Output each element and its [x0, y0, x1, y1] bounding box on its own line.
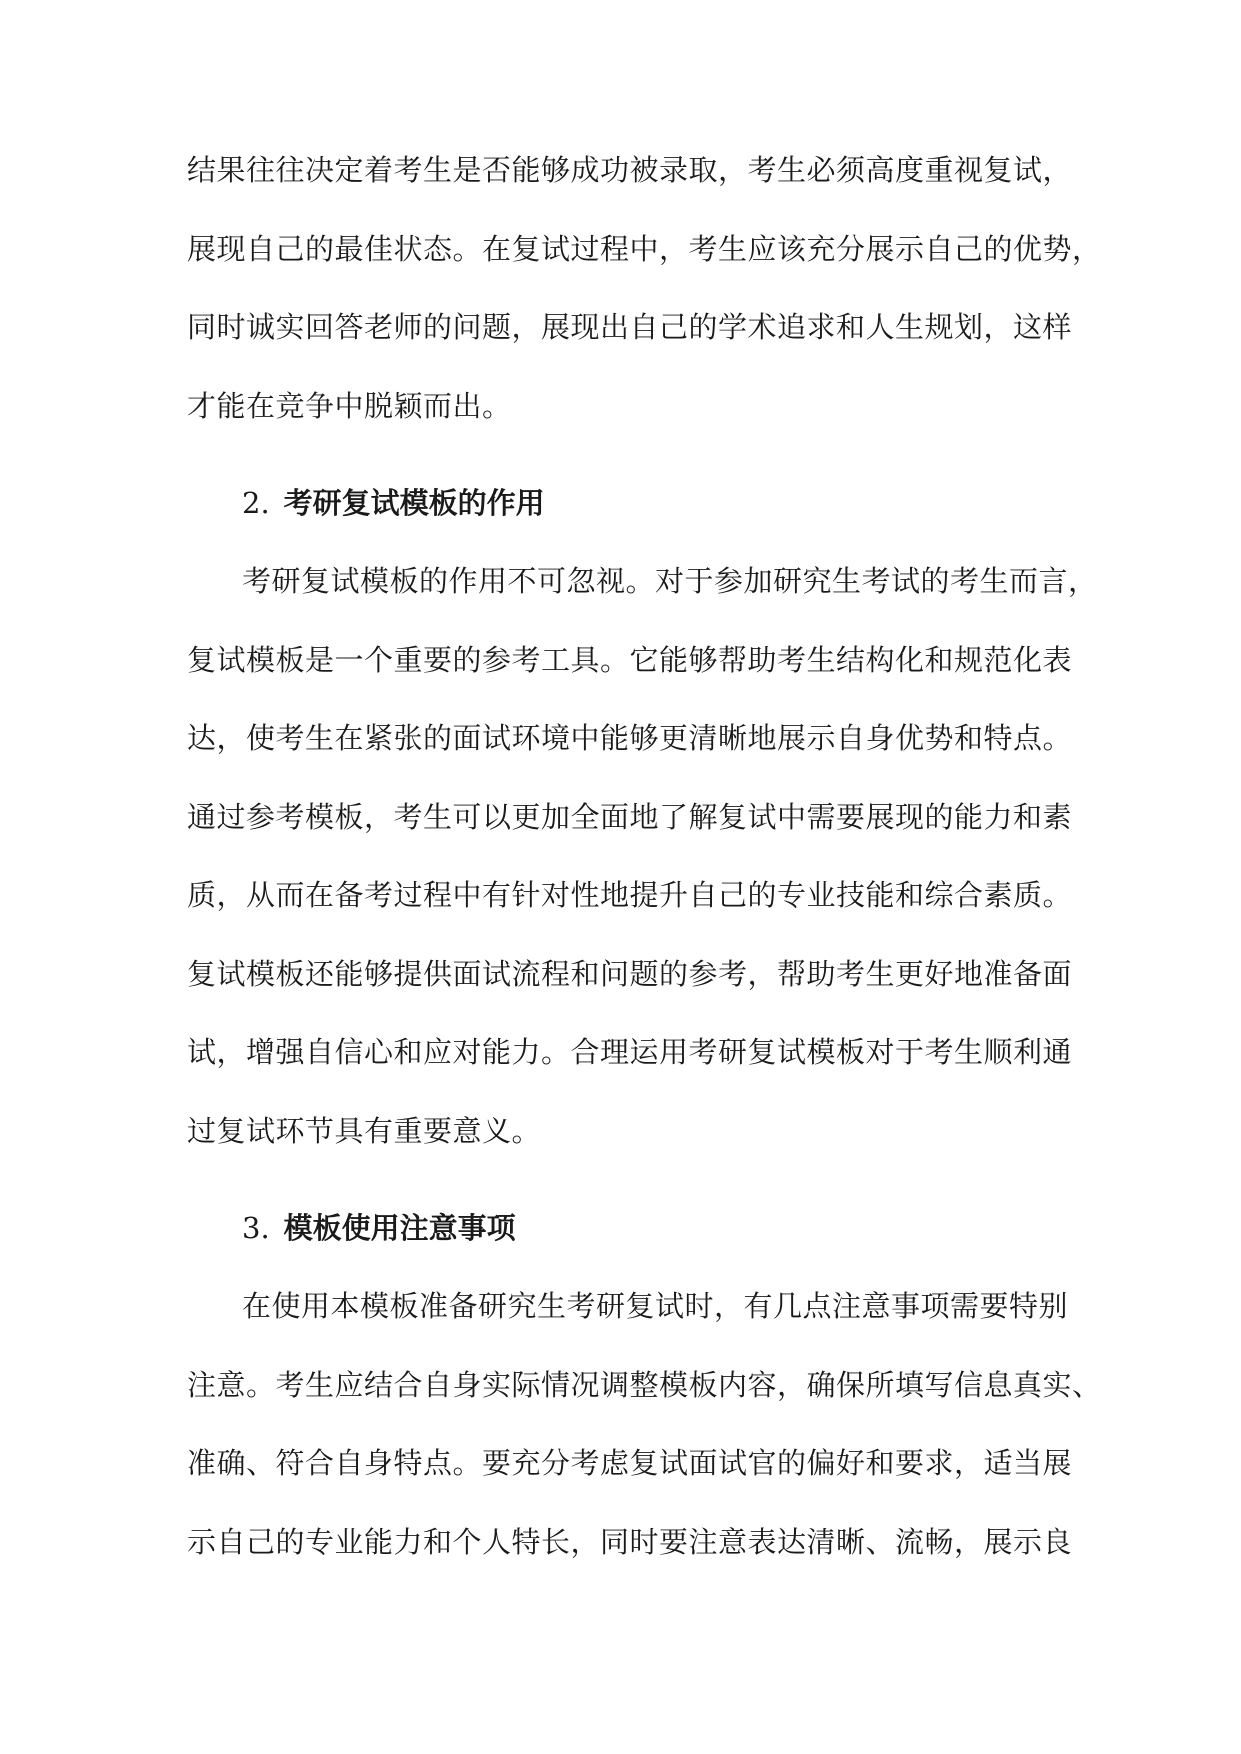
paragraph-line: 准确、符合自身特点。要充分考虑复试面试官的偏好和要求，适当展 [187, 1446, 1073, 1480]
paragraph-line: 复试模板还能够提供面试流程和问题的参考，帮助考生更好地准备面 [187, 957, 1073, 991]
paragraph-line: 达，使考生在紧张的面试环境中能够更清晰地展示自身优势和特点。 [187, 721, 1073, 755]
paragraph-line: 试，增强自信心和应对能力。合理运用考研复试模板对于考生顺利通 [187, 1035, 1073, 1069]
paragraph-line: 复试模板是一个重要的参考工具。它能够帮助考生结构化和规范化表 [187, 643, 1073, 677]
paragraph-line: 才能在竞争中脱颖而出。 [187, 389, 512, 423]
section-title: 模板使用注意事项 [283, 1211, 516, 1245]
paragraph-line: 通过参考模板，考生可以更加全面地了解复试中需要展现的能力和素 [187, 800, 1073, 834]
section-number: 2. [242, 486, 270, 520]
paragraph-line: 过复试环节具有重要意义。 [187, 1114, 542, 1148]
section-number: 3. [242, 1211, 270, 1245]
paragraph-line: 展现自己的最佳状态。在复试过程中，考生应该充分展示自己的优势， [187, 232, 1102, 266]
paragraph-line: 示自己的专业能力和个人特长，同时要注意表达清晰、流畅，展示良 [187, 1525, 1073, 1559]
section-heading [242, 1208, 516, 1248]
section-title: 考研复试模板的作用 [283, 486, 545, 520]
section-heading [242, 483, 545, 523]
paragraph-line: 结果往往决定着考生是否能够成功被录取，考生必须高度重视复试， [187, 153, 1073, 187]
paragraph-line: 考研复试模板的作用不可忽视。对于参加研究生考试的考生而言， [242, 564, 1098, 598]
paragraph-line: 注意。考生应结合自身实际情况调整模板内容，确保所填写信息真实、 [187, 1368, 1102, 1402]
paragraph-line: 质，从而在备考过程中有针对性地提升自己的专业技能和综合素质。 [187, 878, 1073, 912]
paragraph-line: 同时诚实回答老师的问题，展现出自己的学术追求和人生规划，这样 [187, 310, 1073, 344]
paragraph-line: 在使用本模板准备研究生考研复试时，有几点注意事项需要特别 [242, 1289, 1069, 1323]
